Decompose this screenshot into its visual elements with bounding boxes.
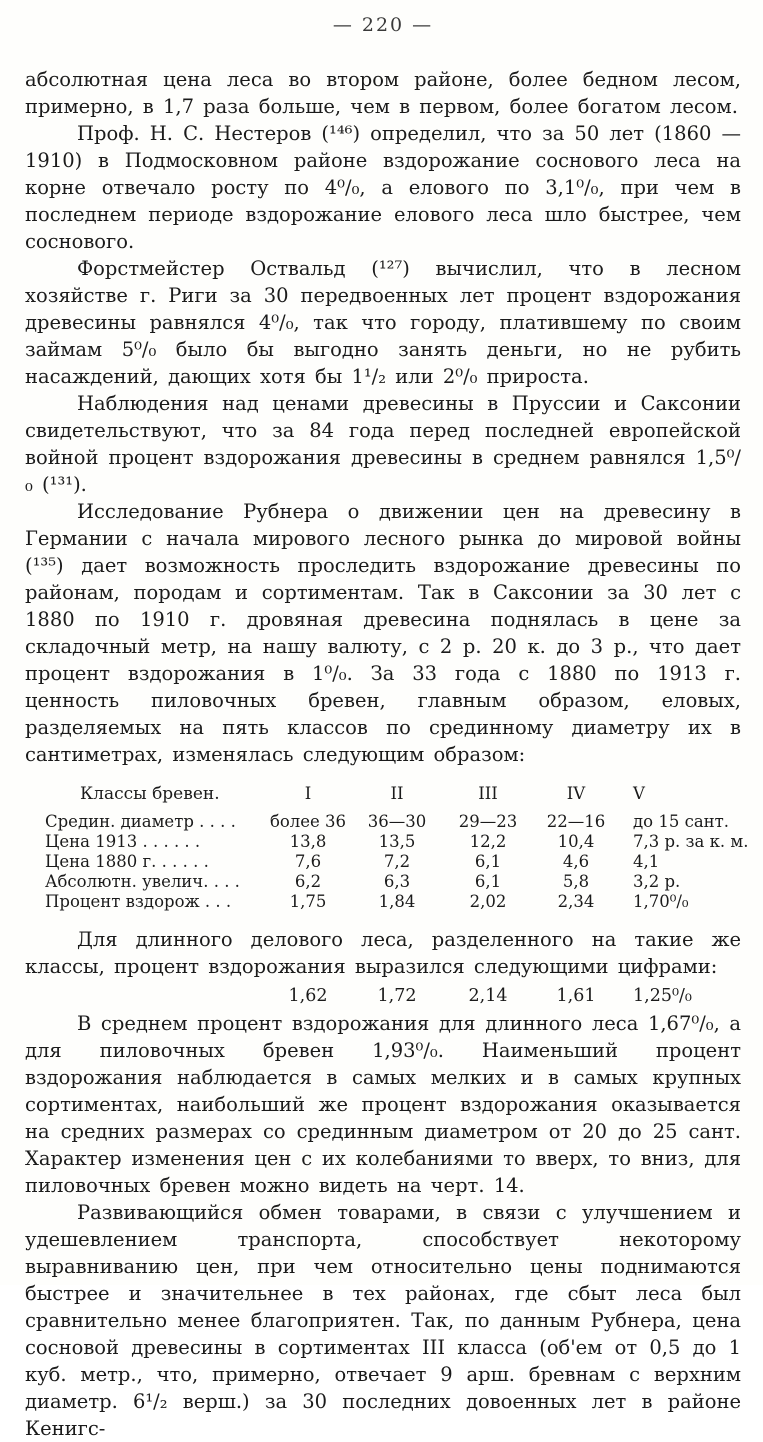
long-timber-percent-row <box>25 984 741 1008</box>
paragraph-average-percent: В среднем процент вздорожания для длинного леса 1,67⁰/₀, а для пиловочных бревен 1,93⁰/₀. Наименьший процент вздорожания наблюдается в самых мелких и в самых крупных сортиментах, наибольший же процент вздорожания оказывается на средних размерах со срединным диаметром от 20 до 25 сант. Характер изменения цен с их колебаниями то вверх, то вниз, для пиловочных бревен можно видеть на черт. 14. <box>25 1012 741 1197</box>
table-cell: 1,70⁰/₀ <box>633 892 689 911</box>
table-header-row <box>25 784 741 804</box>
row-label: Цена 1913 . . . . . . <box>45 832 201 851</box>
table-row <box>25 812 741 832</box>
empty-cell <box>25 984 265 1008</box>
table-cell: 6,1 <box>474 872 502 891</box>
table-cell: 4,1 <box>633 852 660 871</box>
column-header-1: I <box>304 784 312 803</box>
table-cell: 13,5 <box>378 832 416 851</box>
table-row <box>25 892 741 912</box>
table-cell: 12,2 <box>469 832 507 851</box>
table-row <box>25 852 741 872</box>
paragraph-ostwald: Форстмейстер Оствальд (¹²⁷) вычислил, что в лесном хозяйстве г. Риги за 30 передвоенных лет процент вздорожания древесины равнялся 4⁰/₀, так что городу, платившему по своим займам 5⁰/₀ было бы выгодно занять деньги, но не рубить насаждений, дающих хотя бы 1¹/₂ или 2⁰/₀ прироста. <box>25 257 741 388</box>
table-cell: 7,6 <box>294 852 322 871</box>
table-row <box>25 872 741 892</box>
paragraph-prussia-saxony: Наблюдения над ценами древесины в Пруссии и Саксонии свидетельствуют, что за 84 года перед последней европейской войной процент вздорожания древесины в среднем равнялся 1,5⁰/₀ (¹³¹). <box>25 392 741 496</box>
inline-value: 2,14 <box>468 986 508 1006</box>
table-corner-label: Классы бревен. <box>80 784 220 804</box>
paragraph-trade-exchange: Развивающийся обмен товарами, в связи с улучшением и удешевлением транспорта, способствует некоторому выравниванию цен, при чем относительно цены поднимаются быстрее и значительнее в тех районах, где сбыт леса был сравнительно менее благоприятен. Так, по данным Рубнера, цена сосновой древесины в сортиментах III класса (об'ем от 0,5 до 1 куб. метр., что, примерно, отвечает 9 арш. бревнам с верхним диаметр. 6¹/₂ верш.) за 30 последних довоенных лет в районе Кенигс- <box>25 1201 741 1440</box>
table-cell: 6,1 <box>474 852 502 871</box>
table-cell: 6,3 <box>383 872 411 891</box>
table-cell: 3,2 р. <box>633 872 681 891</box>
table-cell: 29—23 <box>458 812 518 831</box>
row-label: Процент вздорож . . . <box>45 892 232 911</box>
row-label: Средин. диаметр . . . . <box>45 812 236 831</box>
inline-value: 1,61 <box>556 986 596 1006</box>
table-cell: 1,75 <box>289 892 327 911</box>
table-cell: 13,8 <box>289 832 327 851</box>
table-cell: 10,4 <box>557 832 595 851</box>
table-cell: 2,02 <box>469 892 507 911</box>
table-cell: 7,2 <box>383 852 411 871</box>
table-cell: до 15 сант. <box>633 812 730 831</box>
inline-value: 1,62 <box>288 986 328 1006</box>
table-cell: 5,8 <box>562 872 590 891</box>
inline-value: 1,72 <box>377 986 417 1006</box>
table-cell: 6,2 <box>294 872 322 891</box>
table-cell: 4,6 <box>562 852 590 871</box>
column-header-5: V <box>633 784 645 803</box>
table-cell: 22—16 <box>546 812 606 831</box>
paragraph-rubner-study: Исследование Рубнера о движении цен на древесину в Германии с начала мирового лесного рынка до мировой войны (¹³⁵) дает возможность проследить вздорожание древесины по районам, породам и сортиментам. Так в Саксонии за 30 лет с 1880 по 1910 г. дровяная древесина поднялась в цене за складочный метр, на нашу валюту, с 2 р. 20 к. до 3 р., что дает процент вздорожания в 1⁰/₀. За 33 года с 1880 по 1913 г. ценность пиловочных бревен, главным образом, еловых, разделяемых на пять классов по срединному диаметру их в сантиметрах, изменялась следующим образом: <box>25 500 741 766</box>
column-header-2: II <box>390 784 404 803</box>
table-cell: 1,84 <box>378 892 416 911</box>
table-cell: 36—30 <box>367 812 427 831</box>
row-label: Цена 1880 г. . . . . . <box>45 852 209 871</box>
page-body <box>25 66 749 1442</box>
log-classes-table <box>25 784 749 912</box>
table-cell: более 36 <box>269 812 347 831</box>
page-number: — 220 — <box>332 14 434 36</box>
paragraph-continuation: абсолютная цена леса во втором районе, более бедном лесом, примерно, в 1,7 раза больше, чем в первом, более богатом лесом. <box>25 68 741 118</box>
paragraph-nesterov: Проф. Н. С. Нестеров (¹⁴⁶) определил, что за 50 лет (1860 — 1910) в Подмосковном районе вздорожание соснового леса на корне отвечало росту по 4⁰/₀, а елового по 3,1⁰/₀, при чем в последнем периоде вздорожание елового леса шло быстрее, чем соснового. <box>25 122 741 253</box>
column-header-3: III <box>478 784 498 803</box>
table-row <box>25 832 749 852</box>
table-cell: 2,34 <box>557 892 595 911</box>
paragraph-long-timber: Для длинного делового леса, разделенного на такие же классы, процент вздорожания выразился следующими цифрами: <box>25 928 741 978</box>
row-label: Абсолютн. увелич. . . . <box>45 872 240 891</box>
table-cell: 7,3 р. за к. м. <box>633 832 749 851</box>
column-header-4: IV <box>566 784 586 803</box>
inline-value: 1,25⁰/₀ <box>633 986 692 1006</box>
